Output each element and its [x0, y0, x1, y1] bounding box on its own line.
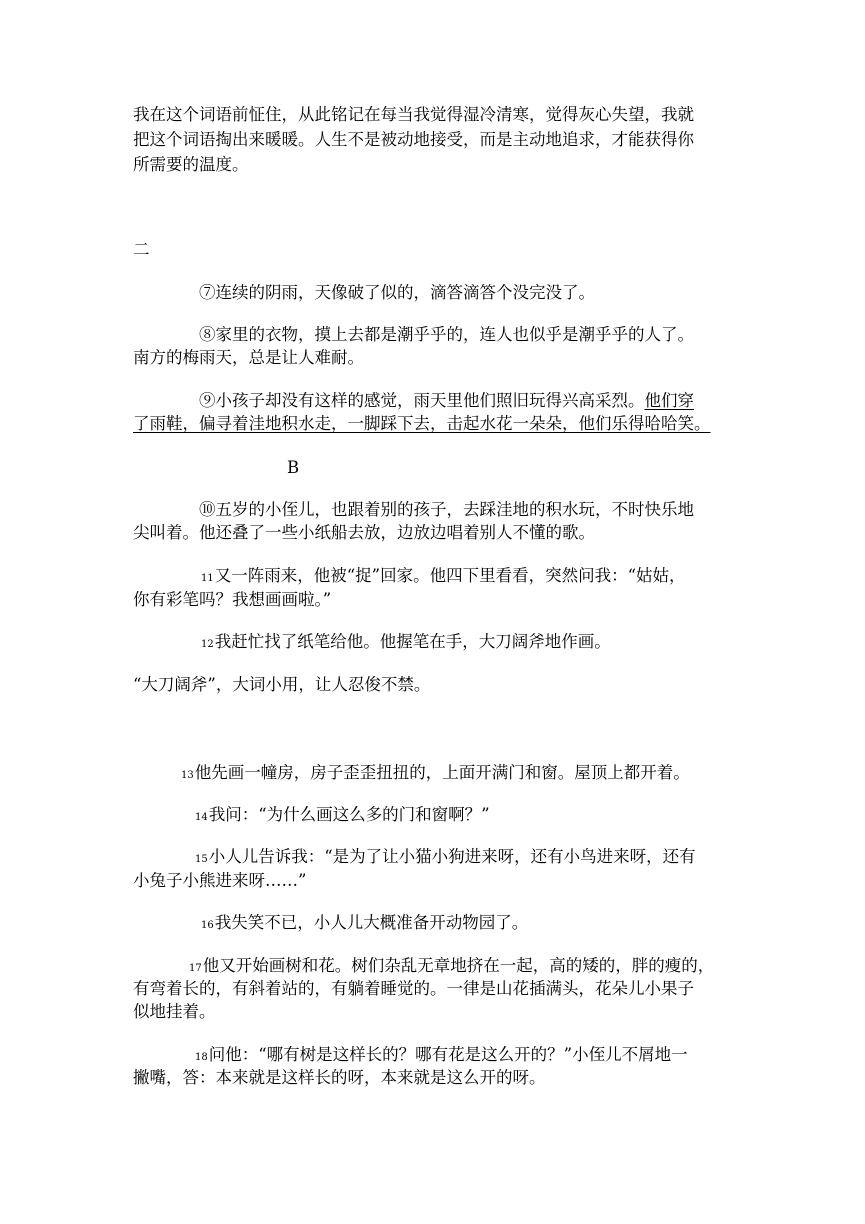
- paragraph-17-text: 他又开始画树和花。树们杂乱无章地挤在一起，高的矮的，胖的瘦的，: [202, 956, 715, 975]
- paragraph-number: 18: [195, 1052, 208, 1063]
- paragraph-number: 12: [201, 639, 214, 650]
- paragraph-16-text: 我失笑不已，小人儿大概准备开动物园了。: [214, 913, 529, 932]
- paragraph-11-line-2: 你有彩笔吗？我想画画啦。”: [133, 590, 332, 609]
- paragraph-9-underlined-start: 他们穿: [644, 391, 694, 410]
- paragraph-number: 15: [195, 854, 208, 865]
- paragraph-8-line-2: 南方的梅雨天，总是让人难耐。: [133, 348, 364, 367]
- paragraph-17-line-2: 有弯着长的，有斜着站的，有躺着睡觉的。一律是山花插满头，花朵儿小果子: [133, 979, 694, 998]
- intro-line-1: 我在这个词语前怔住，从此铭记在每当我觉得湿冷清寒，觉得灰心失望，我就: [133, 105, 694, 124]
- paragraph-number: 14: [195, 812, 208, 823]
- paragraph-16-line-1: [201, 911, 528, 938]
- paragraph-12-line-2: “大刀阔斧”，大词小用，让人忍俊不禁。: [133, 675, 431, 694]
- paragraph-15-text: 小人儿告诉我：“是为了让小猫小狗进来呀，还有小鸟进来呀，还有: [208, 847, 696, 866]
- paragraph-12-line-1: [201, 630, 611, 657]
- paragraph-number: 16: [201, 920, 214, 931]
- paragraph-17-line-3: 似地挂着。: [133, 1002, 216, 1021]
- paragraph-9-plain: ⑨小孩子却没有这样的感觉，雨天里他们照旧玩得兴高采烈。: [199, 391, 645, 410]
- paragraph-number: 13: [181, 770, 194, 781]
- paragraph-9-line-1: [199, 389, 694, 413]
- paragraph-12-text: 我赶忙找了纸笔给他。他握笔在手，大刀阔斧地作画。: [214, 632, 611, 651]
- paragraph-14-text: 我问：“为什么画这么多的门和窗啊？”: [208, 805, 490, 824]
- paragraph-8-line-1: ⑧家里的衣物，摸上去都是潮乎乎的，连人也似乎是潮乎乎的人了。: [199, 325, 694, 344]
- intro-line-3: 所需要的温度。: [133, 155, 249, 174]
- paragraph-number: 11: [201, 573, 214, 584]
- paragraph-18-line-2: 撇嘴，答：本来就是这样长的呀，本来就是这么开的呀。: [133, 1068, 546, 1087]
- paragraph-15-line-2: 小兔子小熊进来呀……”: [133, 871, 307, 890]
- paragraph-18-text: 问他：“哪有树是这样长的？哪有花是这么开的？”小侄儿不屑地一: [208, 1045, 688, 1064]
- section-label: 二: [133, 240, 150, 259]
- intro-line-2: 把这个词语掏出来暖暖。人生不是被动地接受，而是主动地追求，才能获得你: [133, 130, 694, 149]
- paragraph-14-line-1: [195, 803, 490, 830]
- paragraph-11-line-1: [201, 564, 686, 591]
- paragraph-13-line-1: [181, 761, 690, 788]
- paragraph-11-text: 又一阵雨来，他被“捉”回家。他四下里看看，突然问我：“姑姑，: [214, 566, 686, 585]
- paragraph-10-line-1: ⑩五岁的小侄儿，也跟着别的孩子，去踩洼地的积水玩，不时快乐地: [199, 500, 694, 519]
- mark-b: B: [287, 458, 300, 477]
- paragraph-10-line-2: 尖叫着。他还叠了一些小纸船去放，边放边唱着别人不懂的歌。: [133, 523, 595, 542]
- paragraph-13-text: 他先画一幢房，房子歪歪扭扭的，上面开满门和窗。屋顶上都开着。: [194, 763, 690, 782]
- paragraph-15-line-1: [195, 845, 696, 872]
- paragraph-7: ⑦连续的阴雨，天像破了似的，滴答滴答个没完没了。: [199, 283, 595, 302]
- paragraph-9-line-2: 了雨鞋，偏寻着洼地积水走，一脚踩下去，击起水花一朵朵，他们乐得哈哈笑。: [133, 414, 711, 433]
- paragraph-number: 17: [189, 963, 202, 974]
